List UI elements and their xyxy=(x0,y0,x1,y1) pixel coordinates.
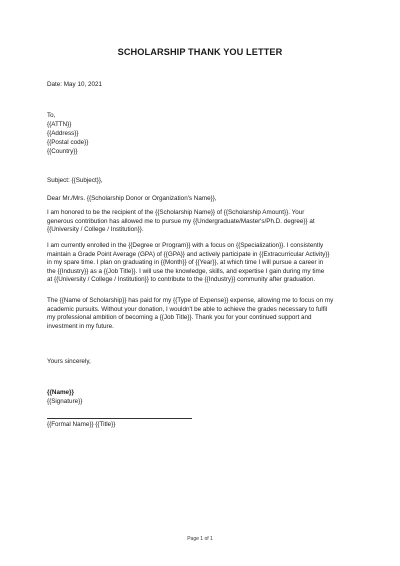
address-attn: {{ATTN}} xyxy=(47,121,72,128)
paragraph-1-line: generous contribution has allowed me to pursue my {{Undergraduate/Master's/Ph.D. degree}} at xyxy=(47,217,315,225)
closing: Yours sincerely, xyxy=(47,358,91,365)
date-line: Date: May 10, 2021 xyxy=(47,81,102,88)
paragraph-2-line: maintain a Grade Point Average (GPA) of {{GPA}} and actively participate in {{Extracurricular Activity}} xyxy=(47,250,330,258)
address-street: {{Address}} xyxy=(47,130,79,137)
page-footer: Page 1 of 1 xyxy=(187,536,213,542)
document-title: SCHOLARSHIP THANK YOU LETTER xyxy=(117,47,283,57)
signature-placeholder: {{Signature}} xyxy=(47,398,83,405)
paragraph-2-line: I am currently enrolled in the {{Degree or Program}} with a focus on {{Specialization}}. I consistently xyxy=(47,242,324,249)
paragraph-3-line: my professional ambition of becoming a {{Job Title}}. Thank you for your continued support and xyxy=(47,314,312,322)
signature-line xyxy=(47,418,192,419)
paragraph-2 xyxy=(47,242,359,285)
paragraph-2-line: the {{Industry}} as a {{Job Title}}. I will use the knowledge, skills, and expertise I gain during my time xyxy=(47,267,325,275)
paragraph-3-line: academic pursuits. Without your donation, I wouldn't be able to achieve the grades necessary to fulfil xyxy=(47,305,328,313)
paragraph-3 xyxy=(47,297,359,331)
paragraph-1 xyxy=(47,209,359,235)
paragraph-3-line: investment in my future. xyxy=(47,322,114,330)
address-postal: {{Postal code}} xyxy=(47,139,89,146)
paragraph-2-line: in my spare time. I plan on graduating in {{Month}} of {{Year}}, at which time I will pursue a career in xyxy=(47,259,324,267)
paragraph-1-line: {{University / College / Institution}}. xyxy=(47,226,144,234)
paragraph-3-line: The {{Name of Scholarship}} has paid for my {{Type of Expense}} expense, allowing me to focus on my xyxy=(47,297,334,304)
formal-name-title: {{Formal Name}} {{Title}} xyxy=(47,421,116,428)
address-country: {{Country}} xyxy=(47,148,78,155)
address-to: To, xyxy=(47,112,56,119)
signer-name: {{Name}} xyxy=(47,389,74,396)
paragraph-2-line: at {{University / College / Institution}} to contribute to the {{Industry}} community after graduation. xyxy=(47,276,316,284)
paragraph-1-line: I am honored to be the recipient of the {{Scholarship Name}} of {{Scholarship Amount}}. Your xyxy=(47,209,305,216)
subject-line: Subject: {{Subject}}, xyxy=(47,177,103,184)
salutation: Dear Mr./Mrs. {{Scholarship Donor or Organization's Name}}, xyxy=(47,195,217,202)
